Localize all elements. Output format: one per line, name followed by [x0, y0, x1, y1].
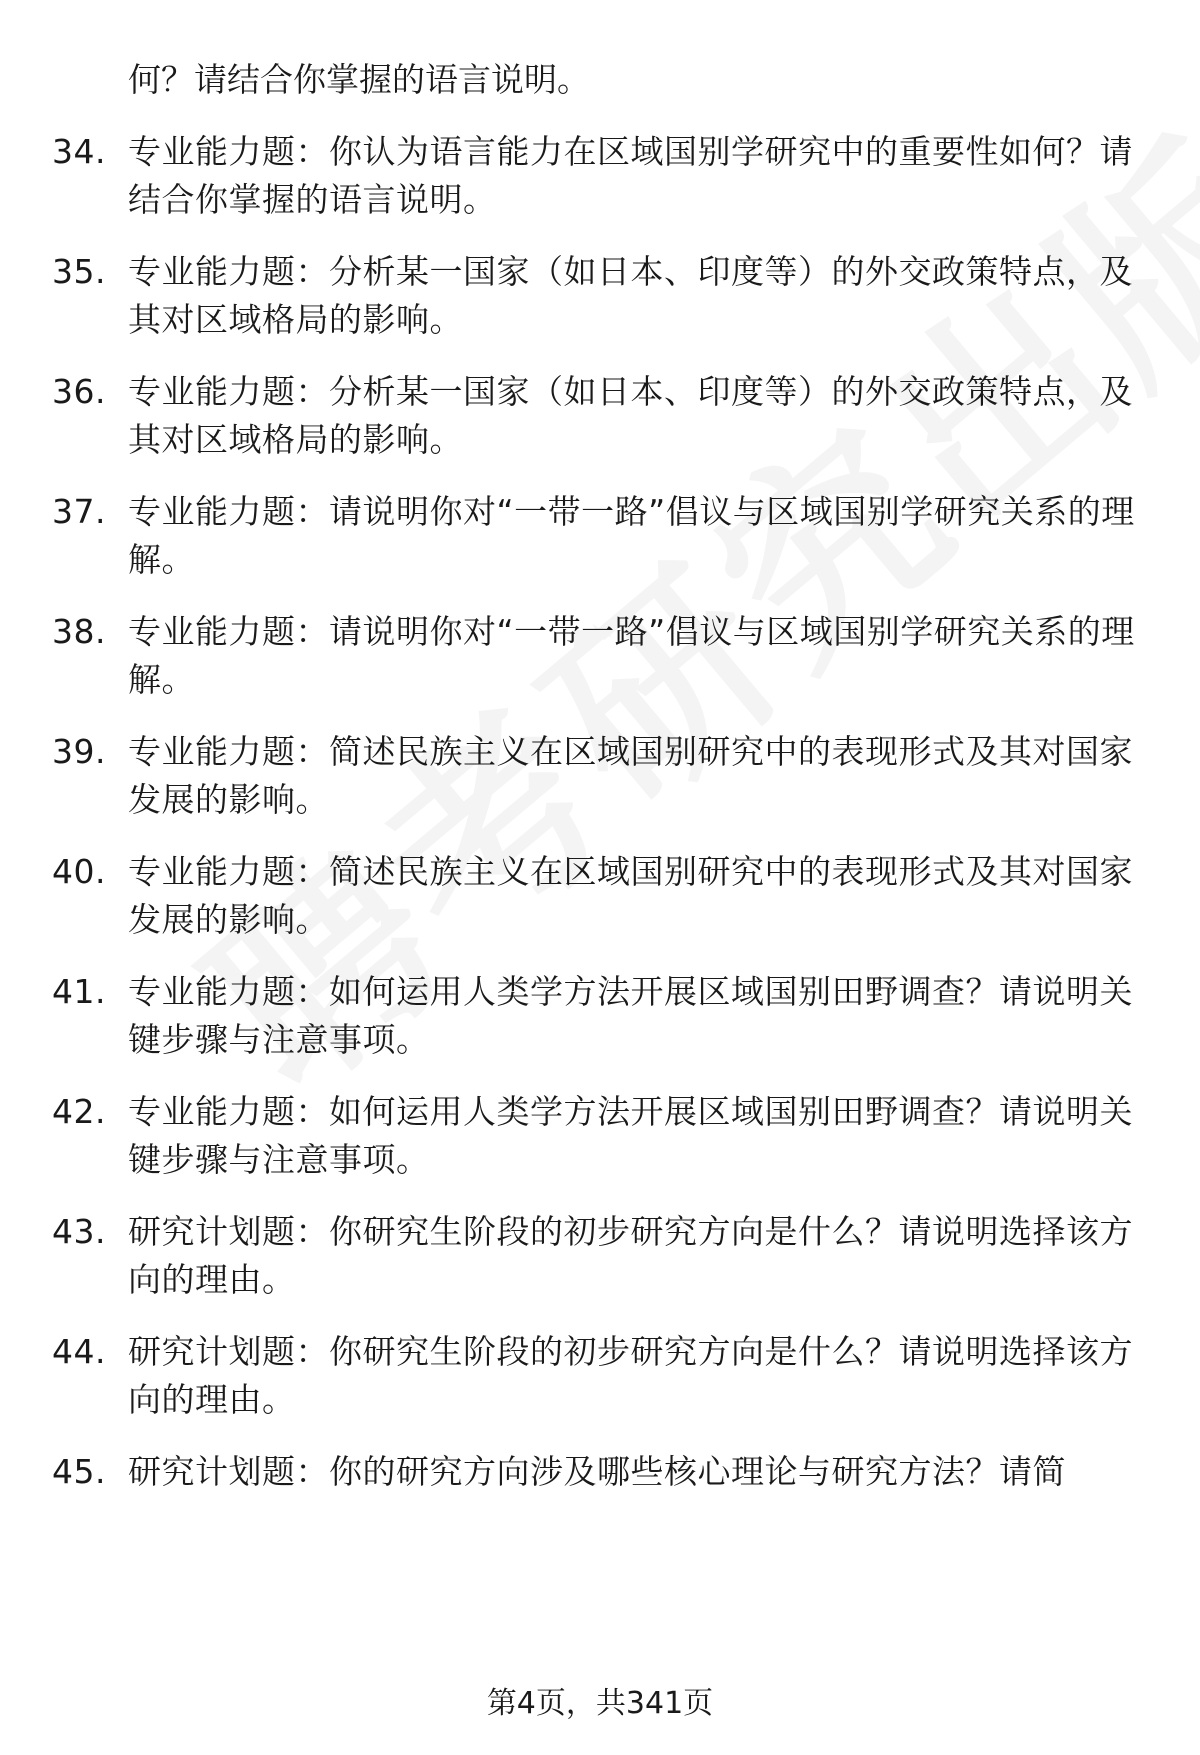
question-number: 45. [52, 1452, 106, 1491]
question-text: 专业能力题：请说明你对“一带一路”倡议与区域国别学研究关系的理解。 [128, 612, 1135, 699]
question-text: 专业能力题：分析某一国家（如日本、印度等）的外交政策特点，及其对区域格局的影响。 [128, 252, 1133, 339]
question-number: 38. [52, 612, 106, 651]
question-number: 44. [52, 1332, 106, 1371]
question-number: 35. [52, 252, 106, 291]
continued-question-text: 何？请结合你掌握的语言说明。 [128, 60, 590, 99]
question-text: 专业能力题：请说明你对“一带一路”倡议与区域国别学研究关系的理解。 [128, 492, 1135, 579]
question-number: 39. [52, 732, 106, 771]
question-number: 43. [52, 1212, 106, 1251]
question-number: 41. [52, 972, 106, 1011]
question-text: 专业能力题：你认为语言能力在区域国别学研究中的重要性如何？请结合你掌握的语言说明。 [128, 132, 1133, 219]
question-text: 专业能力题：简述民族主义在区域国别研究中的表现形式及其对国家发展的影响。 [128, 732, 1133, 819]
question-number: 36. [52, 372, 106, 411]
question-text: 专业能力题：分析某一国家（如日本、印度等）的外交政策特点，及其对区域格局的影响。 [128, 372, 1133, 459]
question-text: 研究计划题：你研究生阶段的初步研究方向是什么？请说明选择该方向的理由。 [128, 1332, 1133, 1419]
page-number-footer: 第4页，共341页 [486, 1686, 714, 1721]
question-number: 42. [52, 1092, 106, 1131]
question-number: 40. [52, 852, 106, 891]
question-text: 研究计划题：你研究生阶段的初步研究方向是什么？请说明选择该方向的理由。 [128, 1212, 1133, 1299]
question-text: 研究计划题：你的研究方向涉及哪些核心理论与研究方法？请简 [128, 1452, 1066, 1491]
question-number: 37. [52, 492, 106, 531]
question-text: 专业能力题：如何运用人类学方法开展区域国别田野调查？请说明关键步骤与注意事项。 [128, 1092, 1133, 1179]
question-text: 专业能力题：简述民族主义在区域国别研究中的表现形式及其对国家发展的影响。 [128, 852, 1133, 939]
question-text: 专业能力题：如何运用人类学方法开展区域国别田野调查？请说明关键步骤与注意事项。 [128, 972, 1133, 1059]
question-number: 34. [52, 132, 106, 171]
